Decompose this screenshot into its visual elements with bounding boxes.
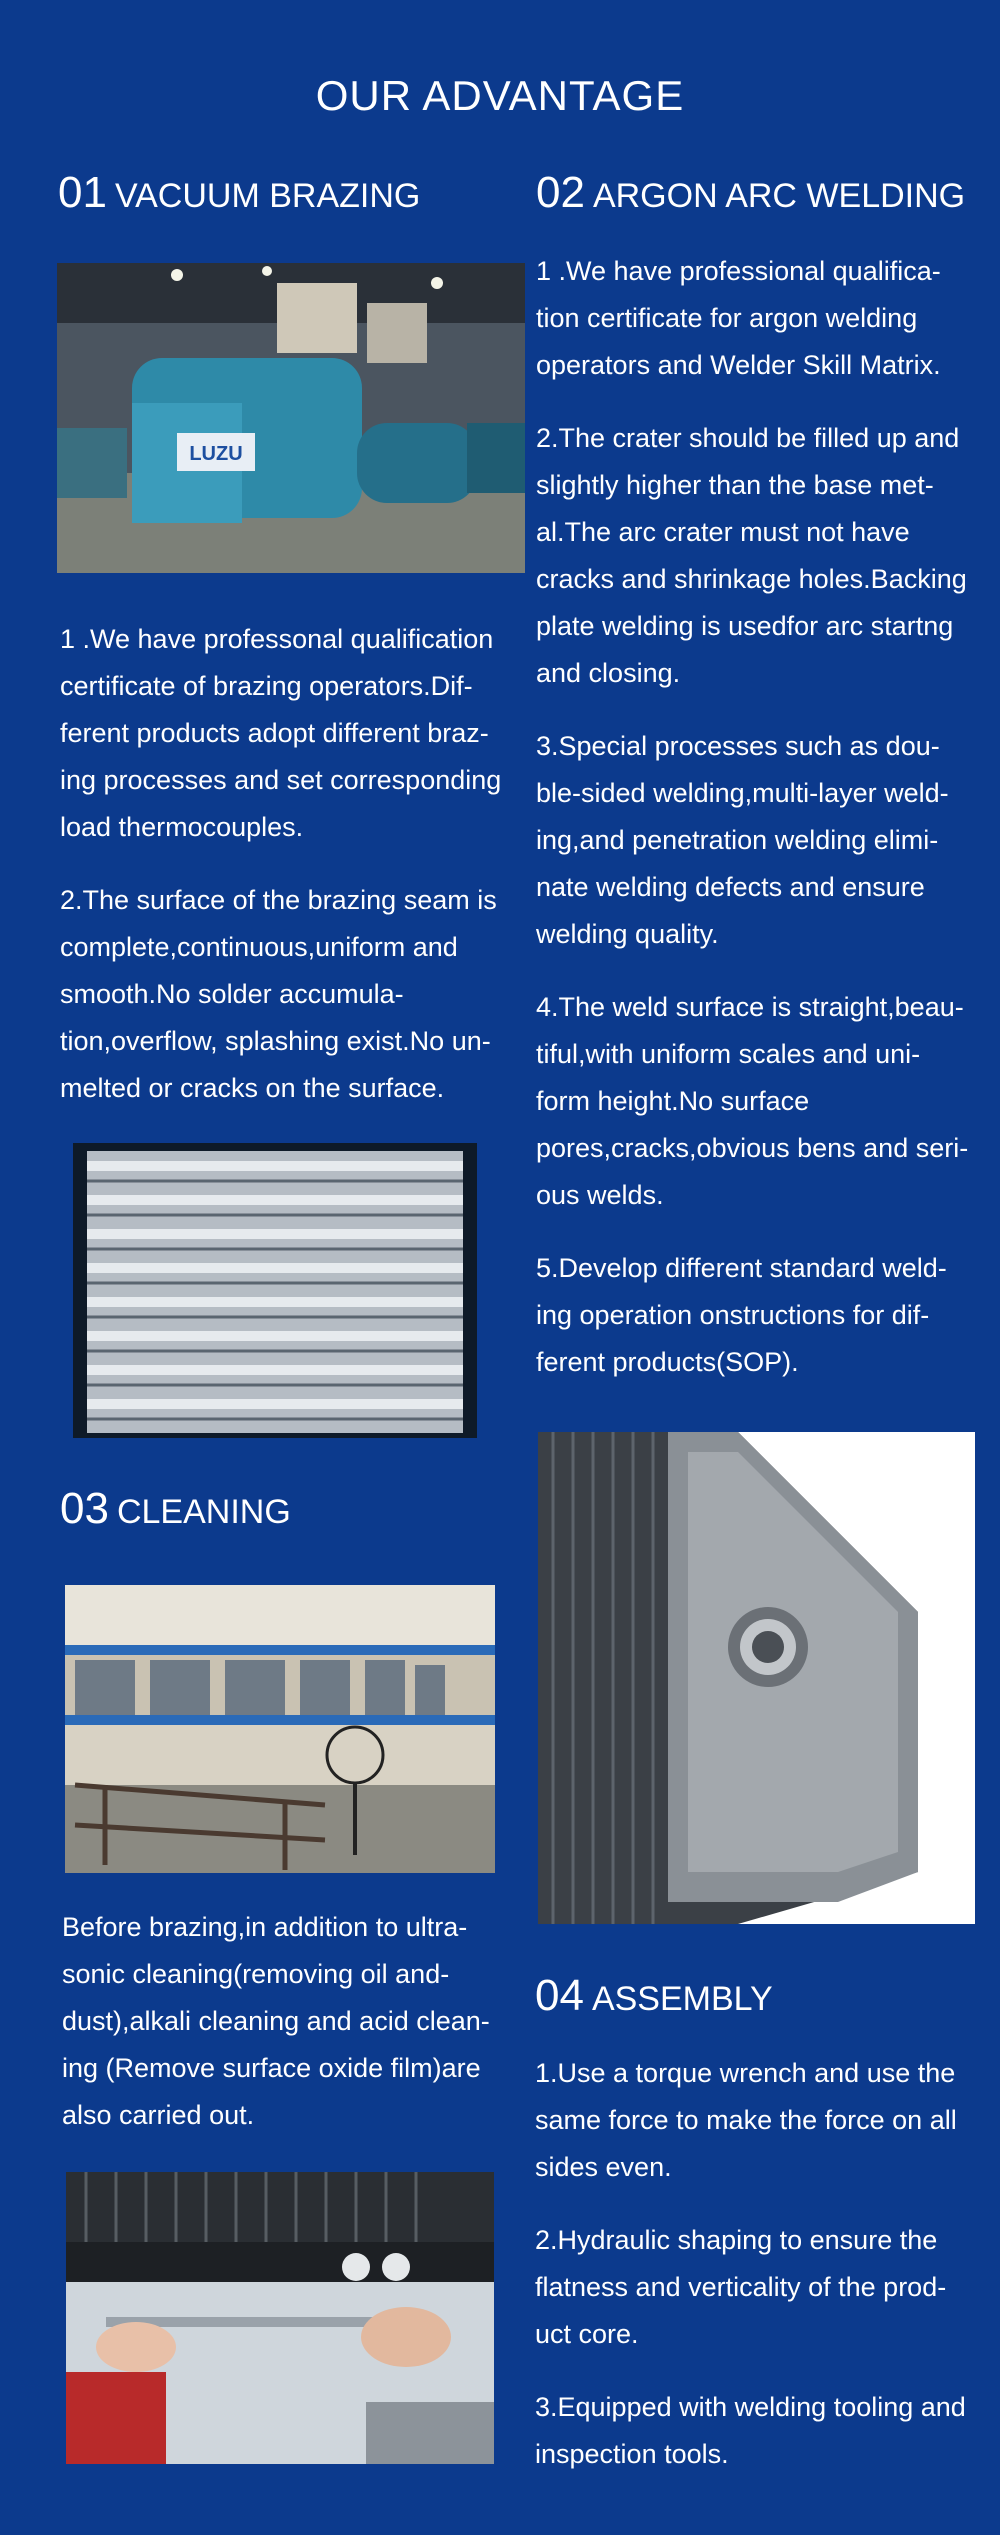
- section-heading: CLEANING: [116, 1493, 291, 1531]
- paragraph: 3.Equipped with welding tooling and inspection tools.: [535, 2392, 966, 2469]
- paragraph: 1 .We have professional qualifica- tion certificate for argon welding operators and Welder Skill Matrix.: [536, 256, 941, 380]
- vacuum-brazing-text: [60, 616, 520, 1138]
- section-title-argon-arc-welding: [536, 168, 965, 218]
- paragraph: 2.The crater should be filled up and slightly higher than the base met- al.The arc crater must not have cracks and shrinkage holes.Backing plate welding is usedfor arc startng and closing.: [536, 423, 967, 688]
- section-title-cleaning: [60, 1484, 291, 1534]
- paragraph: 2.The surface of the brazing seam is complete,continuous,uniform and smooth.No solder accumula- tion,overflow, splashing exist.No un- melted or cracks on the surface.: [60, 885, 497, 1103]
- page-title: OUR ADVANTAGE: [315, 72, 685, 119]
- brazed-core-photo: [73, 1143, 477, 1438]
- argon-arc-welding-text: [536, 248, 976, 1412]
- section-heading: ARGON ARC WELDING: [592, 177, 966, 215]
- section-number: 01: [58, 168, 107, 217]
- section-number: 04: [535, 1971, 584, 2020]
- torque-wrench-photo: [66, 2172, 494, 2464]
- paragraph: 1.Use a torque wrench and use the same force to make the force on all sides even.: [535, 2058, 957, 2182]
- cleaning-text: [62, 1904, 502, 2165]
- paragraph: 5.Develop different standard weld- ing operation onstructions for dif- ferent products(SOP).: [536, 1253, 947, 1377]
- assembly-text: [535, 2050, 975, 2504]
- section-heading: VACUUM BRAZING: [114, 177, 421, 215]
- section-title-assembly: [535, 1971, 773, 2021]
- section-heading: ASSEMBLY: [591, 1980, 773, 2018]
- section-number: 02: [536, 168, 585, 217]
- welded-cooler-photo: [538, 1432, 975, 1924]
- vacuum-furnace-photo: [57, 263, 525, 573]
- paragraph: Before brazing,in addition to ultra- sonic cleaning(removing oil and- dust),alkali cleaning and acid clean- ing (Remove surface oxide film)are also carried out.: [62, 1912, 490, 2130]
- furnace-sign: LUZU: [189, 443, 243, 465]
- section-number: 03: [60, 1484, 109, 1533]
- paragraph: 4.The weld surface is straight,beau- tiful,with uniform scales and uni- form height.No surface pores,cracks,obvious bens and seri- ous welds.: [536, 992, 969, 1210]
- cleaning-line-photo: [65, 1585, 495, 1873]
- paragraph: 2.Hydraulic shaping to ensure the flatness and verticality of the prod- uct core.: [535, 2225, 947, 2349]
- paragraph: 3.Special processes such as dou- ble-sided welding,multi-layer weld- ing,and penetration welding elimi- nate welding defects and ensure welding quality.: [536, 731, 949, 949]
- paragraph: 1 .We have professonal qualification certificate of brazing operators.Dif- ferent products adopt different braz- ing processes and set corresponding load thermocouples.: [60, 624, 502, 842]
- section-title-vacuum-brazing: [58, 168, 420, 218]
